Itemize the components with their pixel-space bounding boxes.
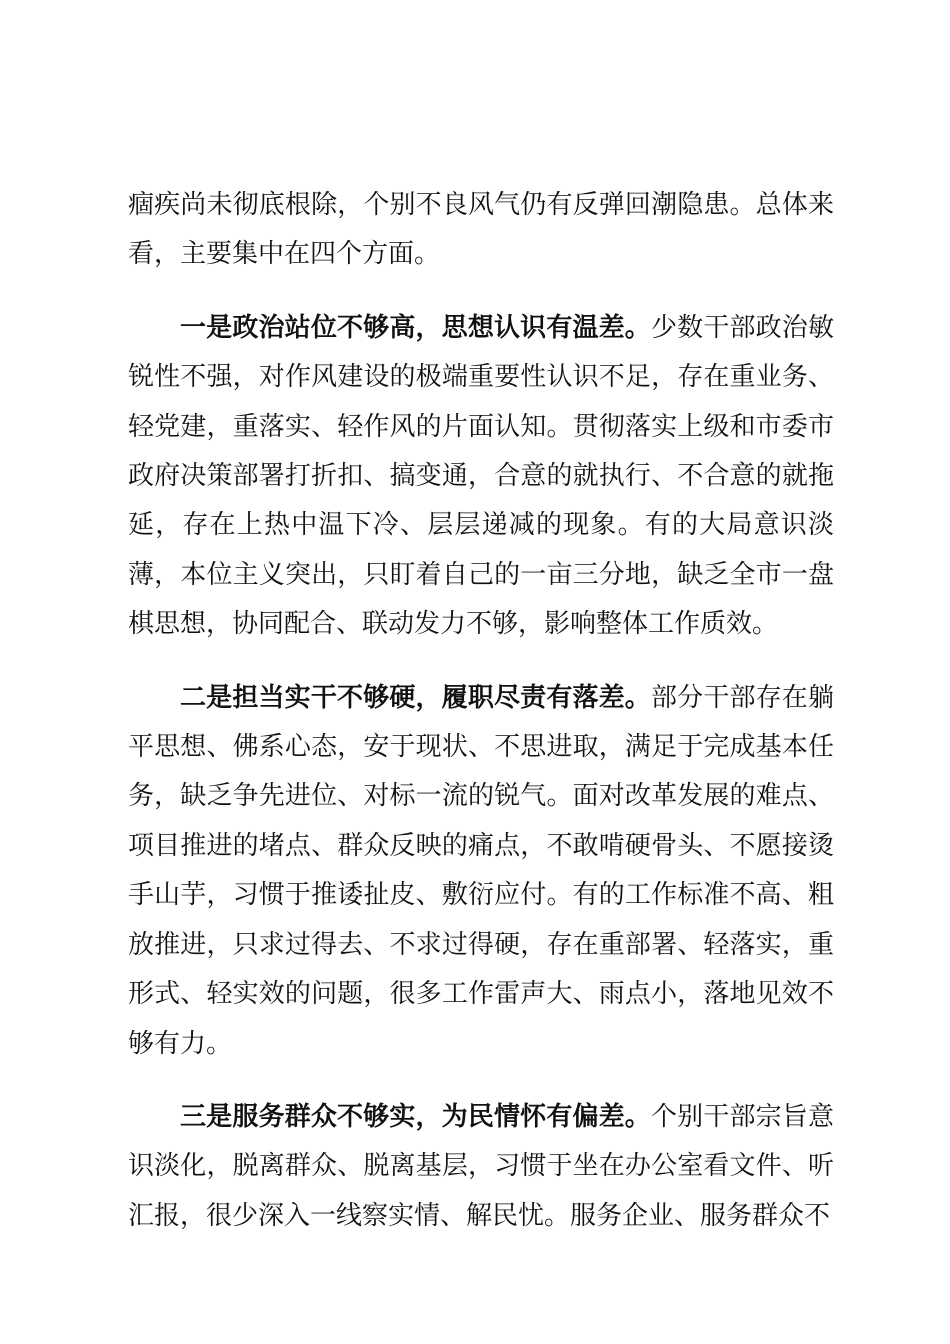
intro-paragraph: 痼疾尚未彻底根除，个别不良风气仍有反弹回潮隐患。总体来看，主要集中在四个方面。 xyxy=(128,190,834,270)
section-heading-3: 三是服务群众不够实，为民情怀有偏差。 xyxy=(180,1101,651,1132)
section-body-2: 部分干部存在躺平思想、佛系心态，安于现状、不思进取，满足于完成基本任务，缺乏争先进位、对标一流的锐气。面对改革发展的难点、项目推进的堵点、群众反映的痛点，不敢啃硬骨头、不愿接烫手山芋，习惯于推诿扯皮、敷衍应付。有的工作标准不高、粗放推进，只求过得去、不求过得硬，存在重部署、轻落实，重形式、轻实效的问题，很多工作雷声大、雨点小，落地见效不够有力。 xyxy=(128,682,834,1059)
section-body-3: 个别干部宗旨意识淡化，脱离群众、脱离基层，习惯于坐在办公室看文件、听汇报，很少深入一线察实情、解民忧。服务企业、服务群众不 xyxy=(128,1101,834,1231)
document-body xyxy=(128,181,834,1241)
section-paragraph-3 xyxy=(128,1093,834,1241)
section-paragraph-2 xyxy=(128,674,834,1069)
section-body-1: 少数干部政治敏锐性不强，对作风建设的极端重要性认识不足，存在重业务、轻党建，重落实、轻作风的片面认知。贯彻落实上级和市委市政府决策部署打折扣、搞变通，合意的就执行、不合意的就拖延，存在上热中温下冷、层层递减的现象。有的大局意识淡薄，本位主义突出，只盯着自己的一亩三分地，缺乏全市一盘棋思想，协同配合、联动发力不够，影响整体工作质效。 xyxy=(128,312,834,640)
section-heading-1: 一是政治站位不够高，思想认识有温差。 xyxy=(180,312,651,343)
section-heading-2: 二是担当实干不够硬，履职尽责有落差。 xyxy=(180,682,651,713)
section-paragraph-1 xyxy=(128,304,834,650)
